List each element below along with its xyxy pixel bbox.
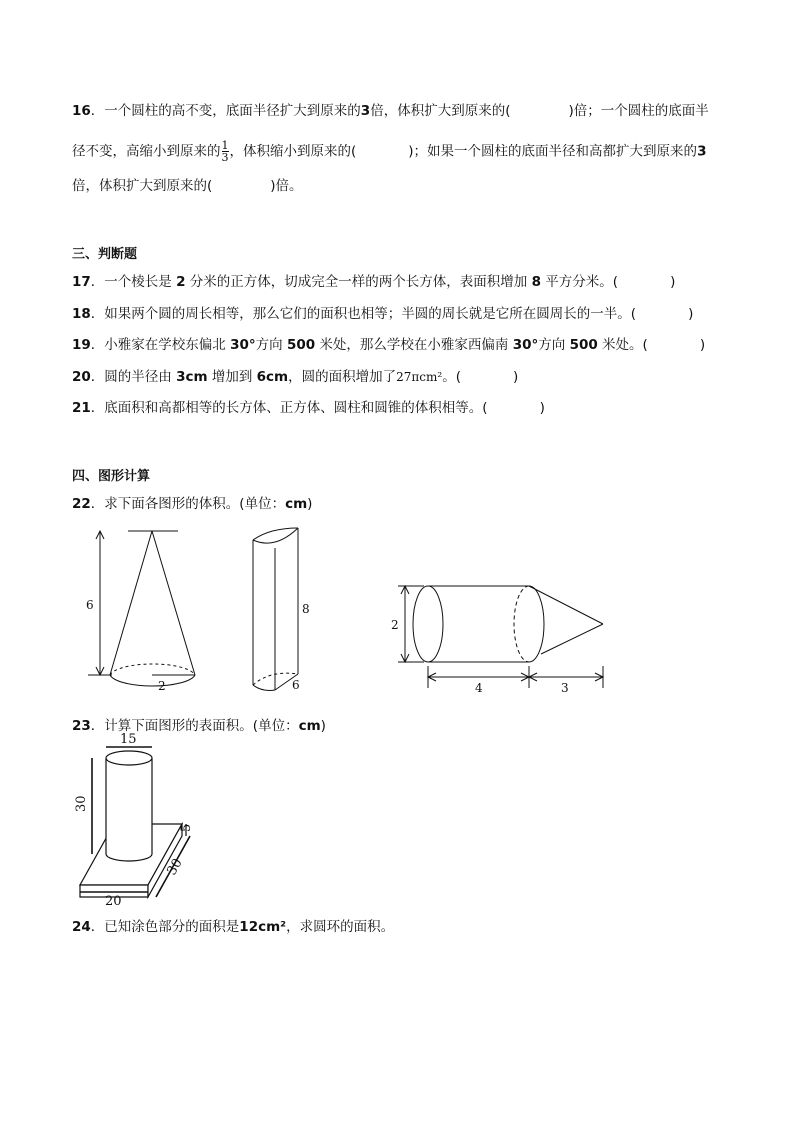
q17-number: 17 [72, 274, 91, 290]
base-length-label: 20 [105, 894, 122, 909]
q18-number: 18 [72, 306, 91, 322]
q16-text: )倍；一个圆柱的底面半 [568, 103, 709, 119]
q22-unit: cm [285, 496, 308, 512]
cone-figure [88, 531, 195, 686]
q19-text: ) [699, 337, 706, 353]
cone-radius-label: 2 [158, 679, 166, 693]
q22: 22．求下面各图形的体积。(单位：cm) [72, 496, 313, 512]
q16-value: 3 [697, 143, 707, 160]
q21-text: ) [539, 400, 545, 416]
q24-number: 24 [72, 919, 91, 935]
cylinder-right-face-back [514, 586, 529, 662]
q24-text: ，求圆环的面积。 [286, 919, 395, 935]
half-cylinder-diameter-label: 6 [292, 678, 300, 692]
q17-text: 一个棱长是 [104, 274, 172, 290]
q20-text: ) [512, 369, 519, 385]
q24-text: 已知涂色部分的面积是 [104, 919, 240, 935]
combo-cylinder-length-label: 4 [475, 681, 483, 695]
q21: 21．底面积和高都相等的长方体、正方体、圆柱和圆锥的体积相等。( ) [72, 400, 545, 416]
q16-text: 径不变，高缩小到原来的 [72, 143, 221, 160]
q20-number: 20 [72, 369, 91, 385]
q17-text: 分米的正方体，切成完全一样的两个长方体，表面积增加 [189, 274, 528, 290]
q18-text: ) [688, 306, 694, 322]
q23-text: 计算下面图形的表面积。(单位： [104, 718, 299, 734]
q19-text: 方向 [538, 337, 566, 353]
q19-value: 30° [512, 337, 539, 353]
q19-value: 30° [230, 337, 256, 353]
q23-unit: cm [298, 718, 321, 734]
section-4-heading: 四、图形计算 [72, 469, 151, 484]
q23: 23．计算下面图形的表面积。(单位：cm) [72, 718, 326, 734]
cone-upper-side [529, 586, 603, 624]
q16-text: )倍。 [270, 178, 303, 194]
q20-value: 3cm [176, 369, 208, 385]
q22-text: 求下面各图形的体积。(单位： [104, 496, 286, 512]
q23-number: 23 [72, 718, 91, 734]
q16-text: )；如果一个圆柱的底面半径和高都扩大到原来的 [408, 143, 698, 160]
q17: 17．一个棱长是 2 分米的正方体，切成完全一样的两个长方体，表面积增加 8 平方分米。( ) [72, 274, 676, 290]
cylinder-cone-figure [398, 586, 603, 688]
q19-text: 方向 [255, 337, 283, 353]
fraction-numerator: 1 [221, 139, 229, 152]
q16-number: 16 [72, 103, 91, 119]
q22-number: 22 [72, 496, 91, 512]
q22-text: ) [307, 496, 313, 512]
cylinder-top [106, 751, 152, 765]
cylinder-body-fill [106, 758, 152, 854]
q23-figure [0, 732, 260, 910]
q16-text: 倍，体积扩大到原来的( [72, 178, 213, 194]
q19-text: 小雅家在学校东偏北 [104, 337, 226, 353]
q23-text: ) [320, 718, 326, 734]
q18-text: 如果两个圆的周长相等，那么它们的面积也相等；半圆的周长就是它所在圆周长的一半。( [104, 306, 637, 322]
half-cylinder-figure [253, 528, 298, 690]
combo-cone-length-label: 3 [561, 681, 569, 695]
q16-line-2 [72, 140, 706, 163]
half-cylinder-height-label: 8 [302, 602, 310, 616]
q16-text: ，体积缩小到原来的( [229, 143, 357, 160]
q17-value: 8 [531, 274, 541, 290]
fraction-denominator: 3 [221, 151, 229, 164]
q20-text: 圆的半径由 [104, 369, 172, 385]
q17-text: ) [670, 274, 676, 290]
q16-line-3 [72, 177, 303, 195]
q16-line-1: 16．一个圆柱的高不变，底面半径扩大到原来的3倍，体积扩大到原来的( )倍；一个圆柱的底面半 [72, 103, 709, 119]
cone-base-back [110, 664, 195, 675]
q19-text: 米处。( [602, 337, 648, 353]
q19-number: 19 [72, 337, 91, 353]
q24-value: 12cm² [239, 919, 287, 935]
q17-text: 平方分米。( [545, 274, 619, 290]
cyl-height-label: 30 [74, 795, 89, 812]
base-thickness-label: 5 [179, 823, 194, 832]
cone-base-front [110, 675, 195, 686]
q19-text: 米处，那么学校在小雅家西偏南 [319, 337, 509, 353]
q24: 24．已知涂色部分的面积是12cm²，求圆环的面积。 [72, 919, 395, 935]
cylinder-right-face-front [529, 586, 544, 662]
q22-figures [0, 520, 794, 700]
q16-value: 3 [360, 103, 371, 119]
q16-text: 倍，体积扩大到原来的( [370, 103, 511, 119]
combo-diameter-label: 2 [391, 618, 399, 632]
q20-formula: 27πcm² [396, 370, 443, 384]
cone-height-label: 6 [86, 598, 94, 612]
q19-value: 500 [569, 337, 598, 353]
q20: 20．圆的半径由 3cm 增加到 6cm，圆的面积增加了27πcm²。( ) [72, 369, 519, 385]
cone-side-left [110, 531, 152, 675]
q20-text: ，圆的面积增加了 [288, 369, 397, 385]
cylinder-left-face [413, 586, 443, 662]
q20-value: 6cm [256, 369, 289, 385]
cone-side-right [152, 531, 195, 675]
q19: 19．小雅家在学校东偏北 30°方向 500 米处，那么学校在小雅家西偏南 30°方向 500 米处。( ) [72, 337, 706, 353]
q20-text: 。( [442, 369, 461, 385]
cyl-diameter-label: 15 [120, 732, 137, 747]
q18: 18．如果两个圆的周长相等，那么它们的面积也相等；半圆的周长就是它所在圆周长的一半。( ) [72, 306, 694, 322]
q20-text: 增加到 [211, 369, 253, 385]
q16-fraction [222, 140, 229, 163]
section-3-heading: 三、判断题 [72, 247, 138, 262]
q16-text: 一个圆柱的高不变，底面半径扩大到原来的 [104, 103, 361, 119]
cone-lower-side [541, 624, 603, 654]
q21-text: 底面积和高都相等的长方体、正方体、圆柱和圆锥的体积相等。( [104, 400, 488, 416]
half-cylinder-bottom-front [253, 685, 275, 690]
q17-value: 2 [176, 274, 186, 290]
base-width-label: 30 [164, 856, 186, 878]
q19-value: 500 [286, 337, 316, 353]
q21-number: 21 [72, 400, 91, 416]
